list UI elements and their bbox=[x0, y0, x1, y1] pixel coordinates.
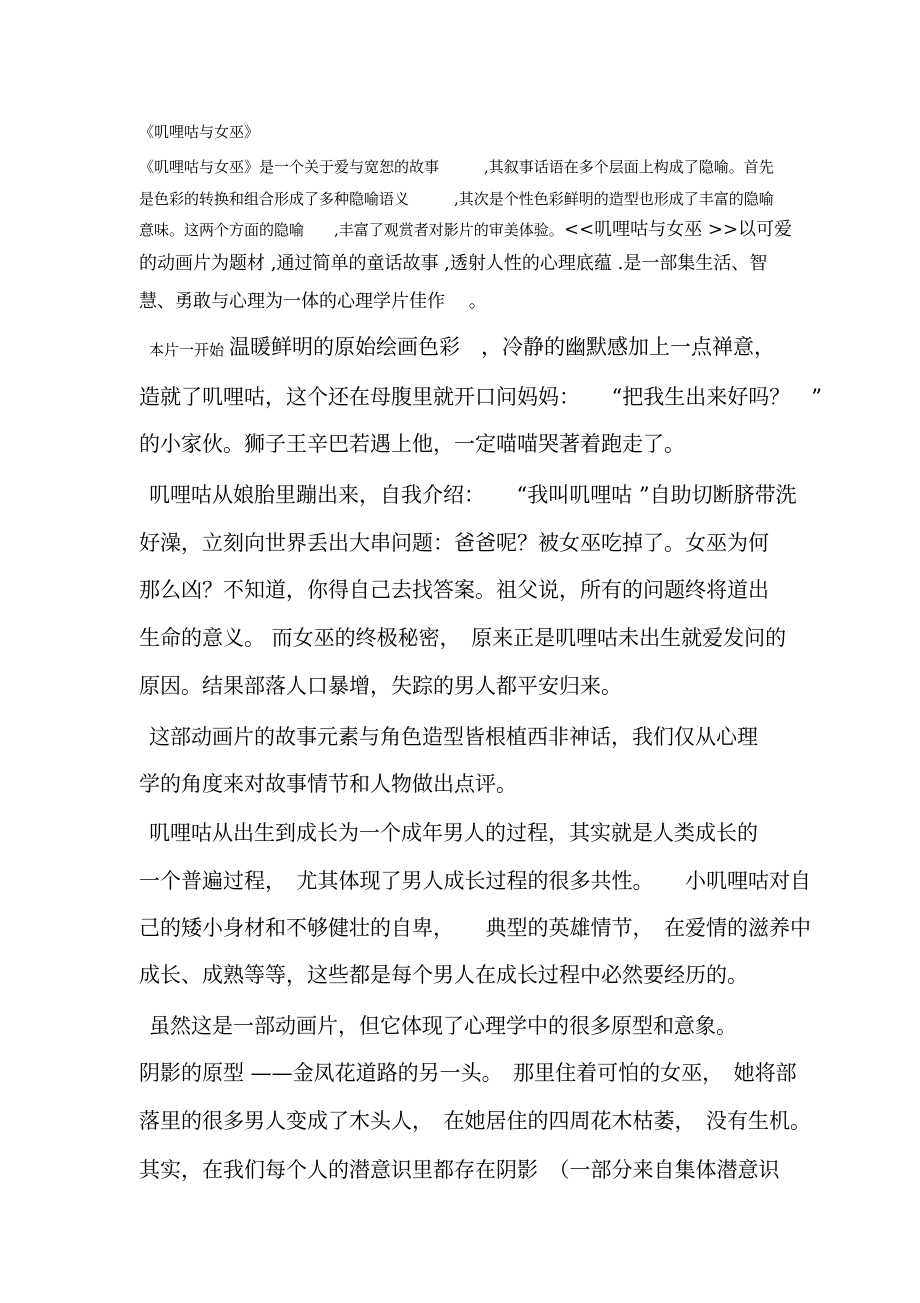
paragraph-line: 造就了叽哩咕，这个还在母腹里就开口问妈妈： “把我生出来好吗？ ” bbox=[139, 385, 822, 409]
paragraph-line: 意味。这两个方面的隐喻 ,丰富了观赏者对影片的审美体验。 bbox=[139, 221, 564, 239]
paragraph-line: 生命的意义。 而女巫的终极秘密， 原来正是叽哩咕未出生就爱发问的 bbox=[139, 626, 787, 650]
paragraph-line: 叽哩咕从出生到成长为一个成年男人的过程，其实就是人类成长的 bbox=[149, 821, 758, 845]
paragraph-line: 落里的很多男人变成了木头人， 在她居住的四周花木枯萎， 没有生机。 bbox=[139, 1109, 811, 1133]
paragraph-line: 的动画片为题材 ,通过简单的童话故事 ,透射人性的心理底蕴 .是一部集生活、智 bbox=[139, 253, 768, 274]
paragraph-line: 阴影的原型 ——金凤花道路的另一头。 那里住着可怕的女巫， 她将部 bbox=[139, 1061, 797, 1085]
paragraph-line: 温暖鲜明的原始绘画色彩 ，冷静的幽默感加上一点禅意， bbox=[229, 335, 775, 359]
paragraph-line: 成长、成熟等等，这些都是每个男人在成长过程中必然要经历的。 bbox=[139, 963, 748, 987]
document-title: 《叽哩咕与女巫》 bbox=[139, 123, 260, 141]
paragraph-line: 慧、勇敢与心理为一体的心理学片佳作 。 bbox=[139, 291, 487, 312]
paragraph-line: 其实，在我们每个人的潜意识里都存在阴影 （一部分来自集体潜意识 bbox=[139, 1158, 780, 1182]
paragraph-line: 一个普遍过程， 尤其体现了男人成长过程的很多共性。 小叽哩咕对自 bbox=[139, 869, 811, 893]
paragraph-line: 这部动画片的故事元素与角色造型皆根植西非神话，我们仅从心理 bbox=[149, 725, 758, 749]
paragraph-line: 《叽哩咕与女巫》是一个关于爱与宽恕的故事 ,其叙事话语在多个层面上构成了隐喻。首先 bbox=[139, 158, 774, 176]
paragraph-line: 叽哩咕从娘胎里蹦出来，自我介绍： “我叫叽哩咕 ”自助切断脐带洗 bbox=[149, 483, 797, 507]
paragraph-line: 好澡，立刻向世界丢出大串问题：爸爸呢？被女巫吃掉了。女巫为何 bbox=[139, 531, 769, 555]
paragraph-line: 虽然这是一部动画片，但它体现了心理学中的很多原型和意象。 bbox=[149, 1014, 737, 1038]
paragraph-line: 己的矮小身材和不够健壮的自卑， 典型的英雄情节， 在爱情的滋养中 bbox=[139, 916, 811, 940]
paragraph-line: 那么凶？不知道，你得自己去找答案。祖父说，所有的问题终将道出 bbox=[139, 578, 769, 602]
paragraph-line: 学的角度来对故事情节和人物做出点评。 bbox=[139, 772, 517, 796]
paragraph-line: 本片一开始 bbox=[149, 341, 225, 359]
paragraph-line: 的小家伙。狮子王辛巴若遇上他，一定喵喵哭著着跑走了。 bbox=[139, 432, 685, 456]
paragraph-line: <<叽哩咕与女巫 >>以可爱 bbox=[564, 219, 793, 240]
paragraph-line: 是色彩的转换和组合形成了多种隐喻语义 ,其次是个性色彩鲜明的造型也形成了丰富的隐喻 bbox=[139, 190, 774, 208]
paragraph-line: 原因。结果部落人口暴增，失踪的男人都平安归来。 bbox=[139, 674, 622, 698]
